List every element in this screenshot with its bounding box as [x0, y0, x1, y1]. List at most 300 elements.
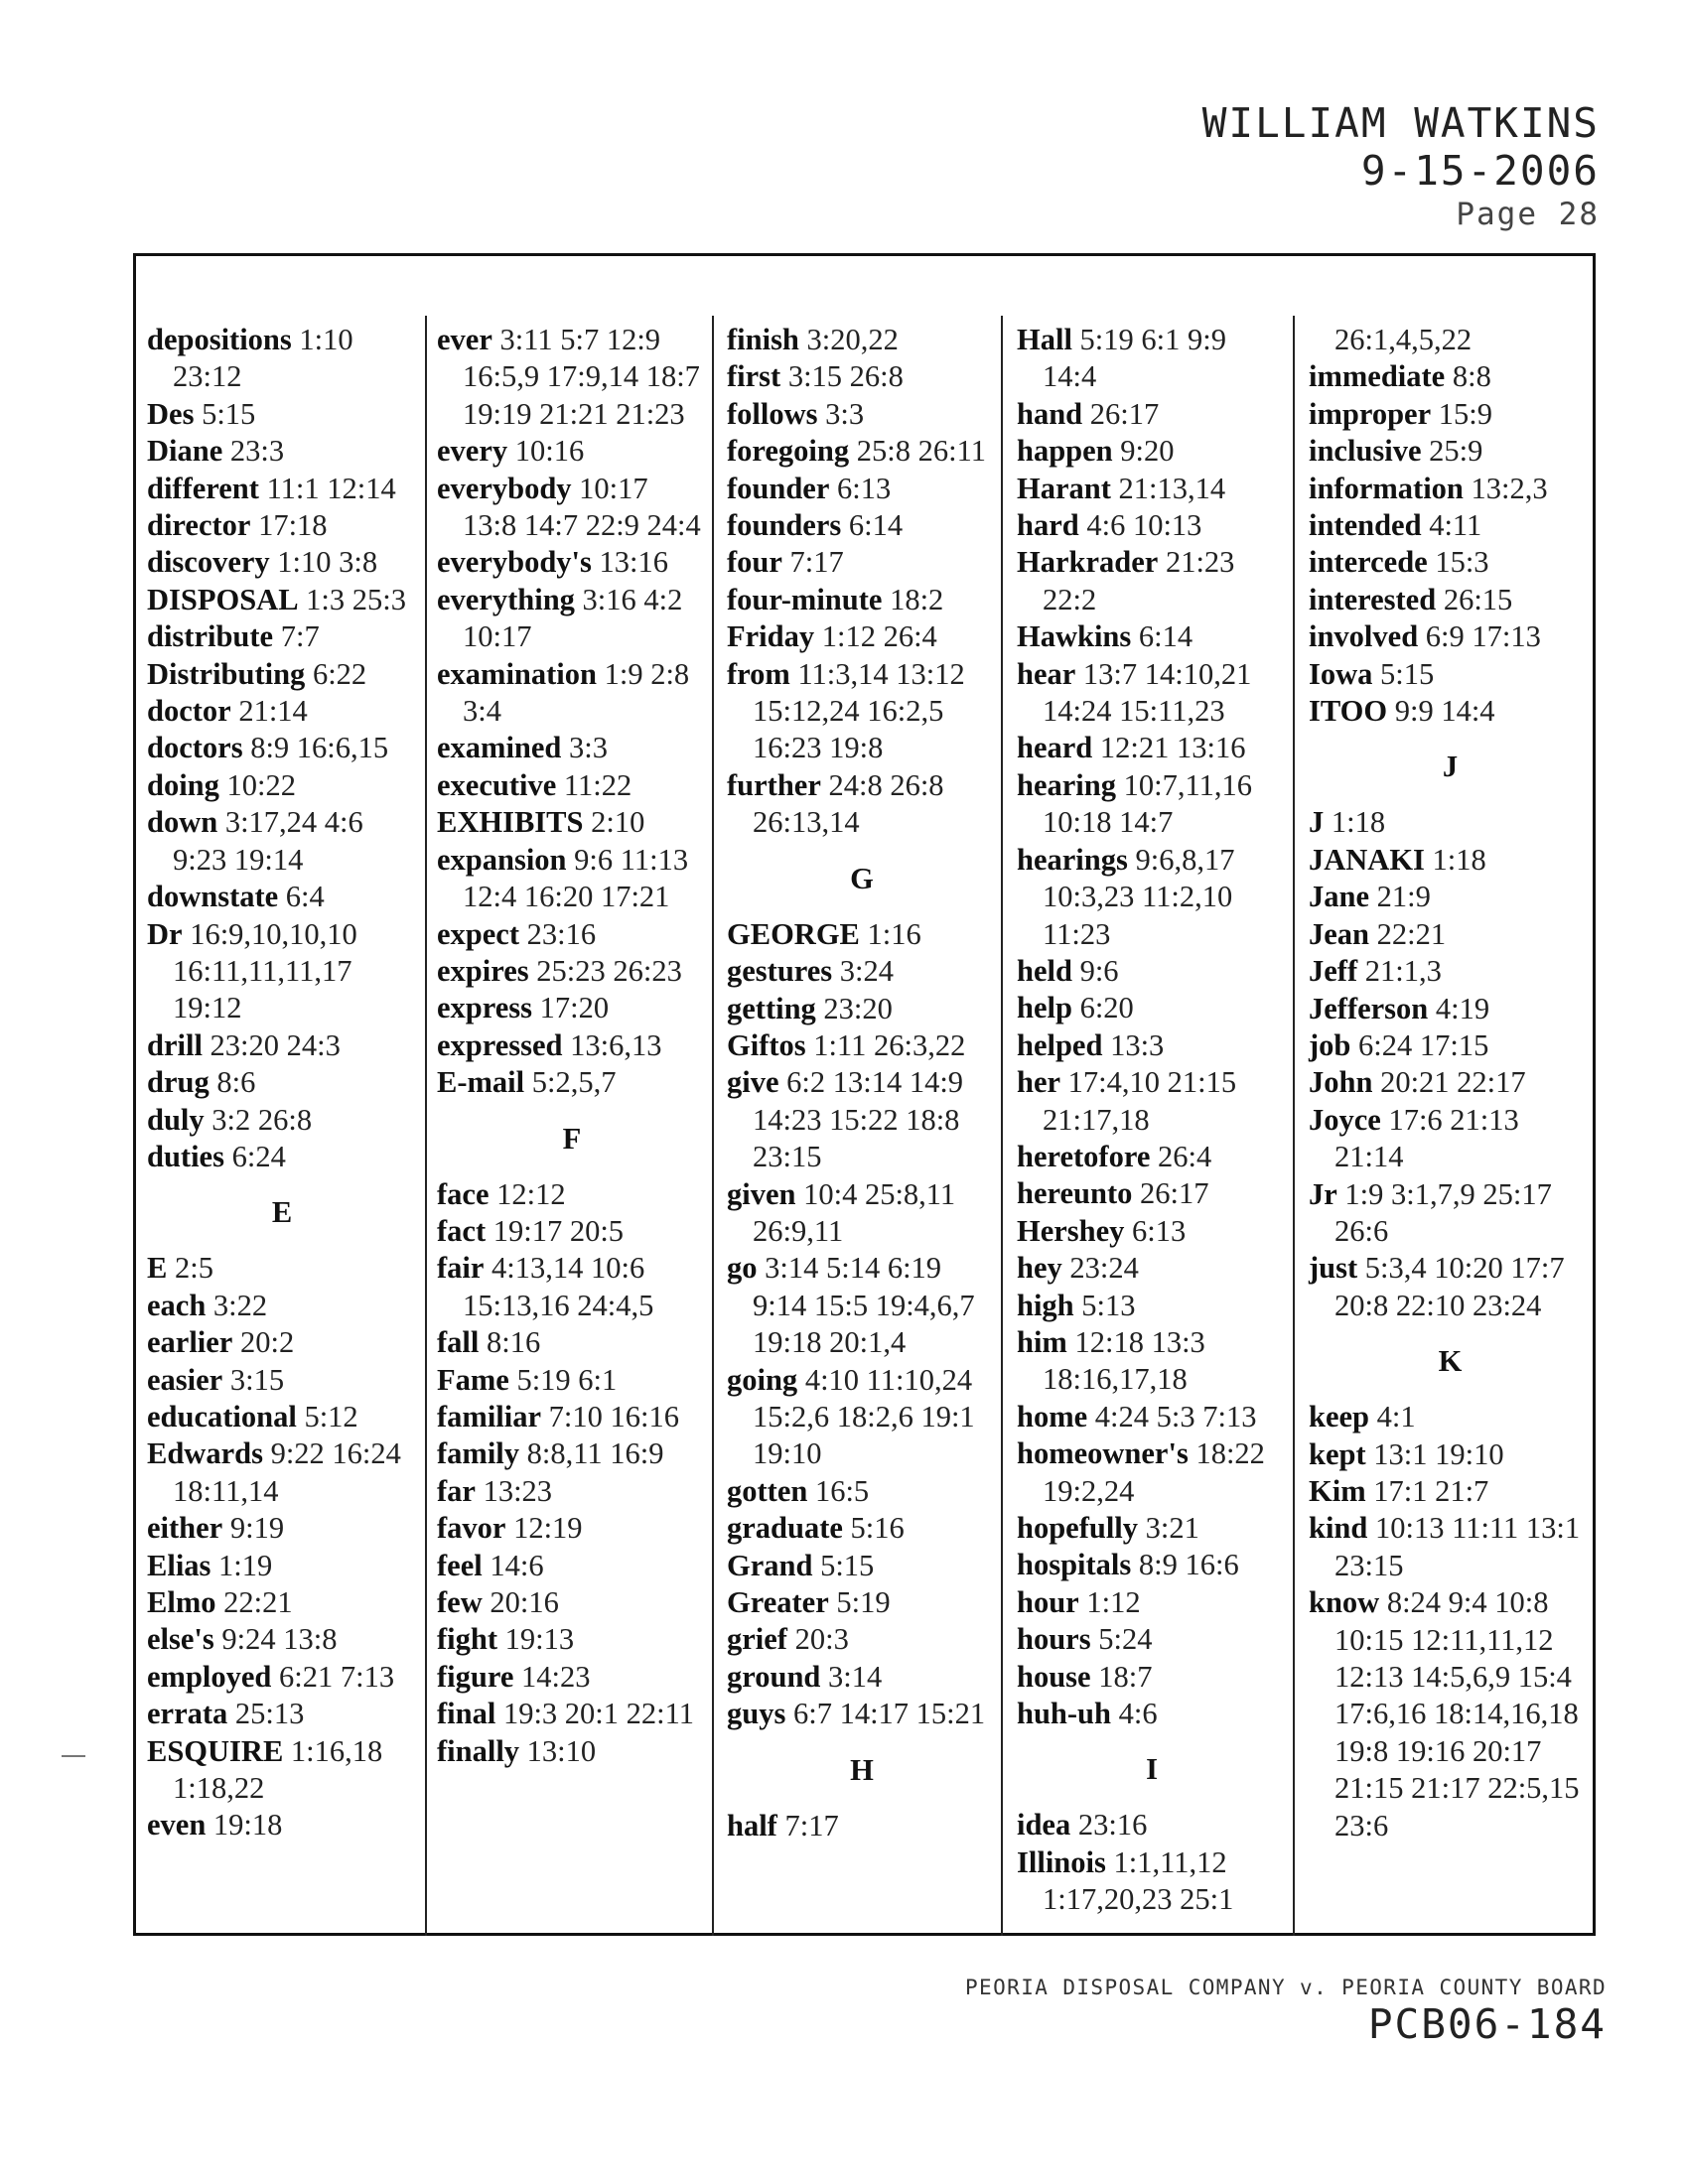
page-line-refs: 21:13,14	[1118, 471, 1226, 505]
page-line-refs: 23:3	[229, 434, 285, 469]
index-term: just	[1309, 1251, 1358, 1286]
page-line-refs: 1:18	[1432, 842, 1486, 877]
index-entry	[147, 1621, 417, 1658]
index-term: improper	[1309, 396, 1432, 431]
index-term: executive	[437, 767, 557, 802]
index-entry	[147, 693, 417, 730]
page-line-refs: 6:2 13:14 14:9 14:23 15:22 18:8 23:15	[753, 1065, 964, 1174]
index-entry	[437, 656, 707, 731]
frame-left-border	[133, 253, 136, 1936]
index-entry	[727, 582, 997, 618]
page-line-refs: 13:3	[1110, 1027, 1165, 1062]
page-line-refs: 3:3	[569, 731, 608, 765]
index-term: him	[1017, 1324, 1067, 1359]
page-line-refs: 10:4 25:8,11 26:9,11	[753, 1176, 956, 1248]
page-line-refs: 3:14 5:14 6:19 9:14 15:5 19:4,6,7 19:18 20:1,4	[753, 1251, 975, 1360]
index-term: given	[727, 1176, 796, 1211]
page-line-refs: 19:3 20:1 22:11	[502, 1697, 694, 1731]
index-entry	[1017, 1584, 1287, 1621]
index-term: inclusive	[1309, 434, 1422, 469]
index-term: director	[147, 508, 251, 543]
column-divider	[425, 316, 427, 1936]
page-line-refs: 3:11 5:7 12:9 16:5,9 17:9,14 18:7 19:19 21:21 21:23	[463, 323, 700, 431]
page-line-refs: 25:8 26:11	[856, 434, 986, 469]
case-caption: PEORIA DISPOSAL COMPANY v. PEORIA COUNTY BOARD	[965, 1976, 1607, 1999]
index-term: expect	[437, 916, 519, 951]
page-line-refs: 17:6 21:13 21:14	[1334, 1102, 1519, 1174]
index-entry	[727, 471, 997, 507]
index-term: down	[147, 805, 218, 840]
index-entry	[727, 618, 997, 655]
index-entry	[147, 879, 417, 915]
index-entry	[1309, 1064, 1592, 1101]
index-entry	[437, 1027, 707, 1064]
page-line-refs: 1:18	[1331, 805, 1386, 840]
index-term: hearing	[1017, 767, 1116, 802]
page-line-refs: 5:15	[202, 396, 256, 431]
page-line-refs: 6:4	[285, 880, 325, 914]
index-term: family	[437, 1436, 520, 1471]
index-entry	[1017, 1844, 1287, 1919]
index-entry	[437, 1362, 707, 1399]
index-entry	[147, 804, 417, 879]
index-entry	[1017, 322, 1287, 396]
page-line-refs: 9:6	[1079, 953, 1119, 988]
page-line-refs: 8:8	[1452, 359, 1491, 394]
page-line-refs: 9:19	[229, 1511, 285, 1546]
index-entry	[1309, 322, 1592, 358]
index-term: ground	[727, 1659, 821, 1694]
index-entry	[727, 916, 997, 953]
index-term: information	[1309, 471, 1464, 505]
index-entry	[727, 1696, 997, 1732]
docket-number: PCB06-184	[1367, 2000, 1607, 2048]
index-term: four	[727, 545, 782, 580]
index-entry	[147, 1362, 417, 1399]
page-line-refs: 9:6,8,17 10:3,23 11:2,10 11:23	[1043, 842, 1235, 951]
index-term: each	[147, 1288, 207, 1322]
page-line-refs: 6:24 17:15	[1358, 1027, 1489, 1062]
index-entry	[727, 1064, 997, 1175]
index-term: hear	[1017, 656, 1076, 691]
index-entry	[1309, 656, 1592, 693]
page-line-refs: 3:22	[212, 1288, 268, 1322]
page-line-refs: 7:17	[784, 1808, 839, 1843]
page-line-refs: 15:3	[1435, 545, 1489, 580]
page-line-refs: 5:2,5,7	[531, 1065, 617, 1100]
index-entry	[437, 1435, 707, 1472]
page-line-refs: 5:15	[820, 1548, 875, 1582]
page-line-refs: 6:14	[848, 508, 904, 543]
page-line-refs: 13:1 19:10	[1373, 1436, 1504, 1471]
index-entry	[437, 1659, 707, 1696]
index-entry	[1309, 544, 1592, 581]
page-line-refs: 1:9 3:1,7,9 25:17 26:6	[1334, 1176, 1552, 1248]
page-line-refs: 26:1,4,5,22	[1334, 323, 1473, 356]
page-line-refs: 1:3 25:3	[306, 582, 406, 616]
page-line-refs: 20:2	[239, 1325, 295, 1360]
index-entry	[1309, 1399, 1592, 1435]
index-entry	[437, 804, 707, 841]
page-line-refs: 5:19 6:1 9:9 14:4	[1043, 323, 1226, 394]
page-line-refs: 3:21	[1145, 1511, 1199, 1545]
index-entry	[147, 1288, 417, 1324]
index-term: gestures	[727, 954, 833, 989]
index-term: doctors	[147, 731, 243, 765]
index-term: earlier	[147, 1325, 233, 1360]
index-term: gotten	[727, 1473, 808, 1508]
index-term: face	[437, 1176, 490, 1211]
index-term: expires	[437, 953, 529, 988]
index-entry	[147, 433, 417, 470]
index-entry	[437, 842, 707, 916]
section-letter: K	[1438, 1344, 1463, 1379]
page-line-refs: 23:16	[526, 916, 597, 951]
index-entry	[437, 1399, 707, 1435]
page-footer	[965, 1974, 1607, 2047]
index-entry	[1017, 1139, 1287, 1175]
index-term: expressed	[437, 1027, 563, 1062]
index-term: JANAKI	[1309, 842, 1425, 877]
index-entry	[437, 433, 707, 470]
index-entry	[1309, 842, 1592, 879]
index-term: guys	[727, 1697, 786, 1731]
index-term: finish	[727, 323, 799, 356]
index-entry	[1309, 1473, 1592, 1510]
page-line-refs: 6:9 17:13	[1425, 619, 1541, 654]
index-entry	[437, 1324, 707, 1361]
index-entry	[1017, 1175, 1287, 1212]
index-entry	[437, 1696, 707, 1732]
page-line-refs: 7:10 16:16	[548, 1399, 679, 1433]
page-line-refs: 12:18 13:3 18:16,17,18	[1043, 1324, 1205, 1397]
index-term: job	[1309, 1027, 1351, 1062]
page-line-refs: 6:20	[1079, 991, 1134, 1025]
index-entry	[147, 1659, 417, 1696]
page-line-refs: 8:16	[486, 1325, 541, 1360]
page-line-refs: 9:20	[1120, 434, 1175, 469]
index-entry	[1309, 618, 1592, 655]
page-line-refs: 20:3	[794, 1622, 849, 1657]
index-term: duties	[147, 1139, 224, 1173]
index-term: Elmo	[147, 1585, 216, 1619]
page-line-refs: 26:17	[1139, 1176, 1209, 1211]
index-entry	[1017, 1288, 1287, 1324]
page-line-refs: 17:18	[258, 508, 328, 543]
index-term: Edwards	[147, 1436, 263, 1471]
index-term: Hawkins	[1017, 619, 1132, 654]
section-letter: E	[271, 1195, 293, 1230]
index-term: Jane	[1309, 880, 1369, 914]
page-line-refs: 8:24 9:4 10:8 10:15 12:11,11,12 12:13 14:5,6,9 15:4 17:6,16 18:14,16,18 19:8 19:16 20:17 21:15 21:17 22:5,15 23:6	[1334, 1585, 1580, 1843]
index-term: Fame	[437, 1362, 509, 1397]
index-term: familiar	[437, 1399, 542, 1433]
index-term: follows	[727, 396, 818, 431]
page-line-refs: 18:2	[890, 582, 944, 616]
page-line-refs: 5:24	[1098, 1622, 1153, 1657]
index-entry	[147, 730, 417, 766]
index-entry	[1017, 1547, 1287, 1583]
index-term: kept	[1309, 1436, 1366, 1471]
index-column-3	[727, 322, 997, 1844]
index-entry	[727, 1176, 997, 1251]
index-column-2	[437, 322, 707, 1770]
index-term: hard	[1017, 508, 1079, 543]
page-line-refs: 4:19	[1435, 991, 1490, 1025]
index-entry	[1017, 471, 1287, 507]
page-line-refs: 6:7 14:17 15:21	[792, 1697, 986, 1731]
index-term: drill	[147, 1027, 203, 1062]
index-entry	[1309, 396, 1592, 433]
index-entry	[1309, 507, 1592, 544]
index-entry	[727, 953, 997, 990]
page-line-refs: 11:1 12:14	[266, 471, 396, 505]
index-entry	[147, 767, 417, 804]
index-term: E	[147, 1251, 168, 1286]
index-term: Joyce	[1309, 1102, 1381, 1137]
index-term: Jefferson	[1309, 991, 1429, 1025]
page-line-refs: 3:3	[825, 396, 865, 431]
page-line-refs: 12:21 13:16	[1099, 731, 1246, 765]
index-term: even	[147, 1808, 207, 1843]
index-term: Hershey	[1017, 1213, 1125, 1248]
index-entry	[1017, 1807, 1287, 1843]
index-term: ESQUIRE	[147, 1733, 284, 1768]
margin-mark	[62, 1755, 85, 1757]
index-term: home	[1017, 1399, 1088, 1433]
index-entry	[1017, 1435, 1287, 1510]
page-line-refs: 1:12	[1086, 1584, 1141, 1619]
index-term: everything	[437, 582, 575, 616]
index-entry	[147, 1324, 417, 1361]
page-line-refs: 14:6	[490, 1548, 544, 1582]
index-entry	[1309, 582, 1592, 618]
page-line-refs: 22:21	[223, 1585, 293, 1619]
index-entry	[437, 730, 707, 766]
index-term: hour	[1017, 1584, 1079, 1619]
index-term: John	[1309, 1065, 1373, 1100]
index-entry	[437, 544, 707, 581]
index-term: Harkrader	[1017, 545, 1159, 580]
index-entry	[727, 396, 997, 433]
index-term: depositions	[147, 323, 292, 356]
index-term: Giftos	[727, 1027, 806, 1062]
index-entry	[437, 582, 707, 656]
page-line-refs: 9:9 14:4	[1394, 694, 1495, 729]
index-term: house	[1017, 1659, 1091, 1694]
index-entry	[727, 656, 997, 767]
index-entry	[1017, 1696, 1287, 1732]
page-line-refs: 20:16	[490, 1585, 559, 1619]
section-letter: H	[850, 1752, 874, 1787]
index-term: hospitals	[1017, 1548, 1132, 1582]
index-term: examined	[437, 731, 562, 765]
index-entry	[1309, 693, 1592, 730]
index-term: express	[437, 991, 533, 1025]
index-entry	[147, 1399, 417, 1435]
index-term: going	[727, 1362, 798, 1397]
index-term: Jeff	[1309, 954, 1358, 989]
index-term: E-mail	[437, 1065, 525, 1100]
page-line-refs: 5:12	[304, 1399, 358, 1433]
index-term: intended	[1309, 508, 1422, 543]
index-term: homeowner's	[1017, 1436, 1189, 1471]
page-line-refs: 13:16	[599, 545, 668, 580]
index-term: idea	[1017, 1808, 1071, 1843]
page-line-refs: 3:16 4:2 10:17	[463, 582, 683, 654]
page-line-refs: 3:14	[828, 1659, 883, 1694]
page-line-refs: 3:2 26:8	[211, 1102, 313, 1137]
page-line-refs: 8:9 16:6,15	[250, 731, 389, 765]
index-entry	[1017, 1621, 1287, 1658]
index-term: Harant	[1017, 471, 1111, 505]
page-line-refs: 25:23 26:23	[536, 953, 682, 988]
index-entry	[1017, 656, 1287, 731]
index-entry	[147, 1027, 417, 1064]
index-term: different	[147, 471, 259, 505]
page-line-refs: 20:21 22:17	[1380, 1065, 1526, 1100]
deposition-date: 9-15-2006	[1360, 147, 1600, 195]
index-term: downstate	[147, 880, 279, 914]
index-term: heard	[1017, 731, 1093, 765]
index-entry	[727, 1659, 997, 1696]
page-line-refs: 4:6 10:13	[1086, 508, 1202, 543]
index-term: educational	[147, 1399, 297, 1433]
index-entry	[1309, 1176, 1592, 1251]
index-term: Des	[147, 396, 195, 431]
index-entry	[437, 1584, 707, 1621]
index-term: first	[727, 359, 781, 394]
index-entry	[727, 1027, 997, 1064]
page-line-refs: 1:10 3:8	[277, 545, 378, 580]
index-term: four-minute	[727, 582, 883, 616]
index-entry	[437, 1548, 707, 1584]
index-term: help	[1017, 991, 1072, 1025]
index-entry	[1017, 1399, 1287, 1435]
index-entry	[147, 1250, 417, 1287]
index-term: feel	[437, 1548, 483, 1582]
page-line-refs: 3:24	[839, 954, 895, 989]
index-term: hey	[1017, 1251, 1062, 1286]
index-entry	[147, 1102, 417, 1139]
index-term: involved	[1309, 619, 1419, 654]
index-term: keep	[1309, 1400, 1369, 1434]
page-line-refs: 1:19	[218, 1548, 273, 1582]
index-term: fall	[437, 1325, 480, 1360]
index-entry	[727, 1621, 997, 1658]
page-line-refs: 1:9 2:8 3:4	[463, 656, 690, 729]
page-line-refs: 11:22	[563, 767, 632, 802]
index-term: final	[437, 1697, 496, 1731]
page-line-refs: 9:6 11:13 12:4 16:20 17:21	[463, 842, 689, 914]
index-entry	[1017, 618, 1287, 655]
page-line-refs: 1:1,11,12 1:17,20,23 25:1	[1043, 1844, 1234, 1917]
page-line-refs: 6:24	[231, 1139, 286, 1173]
index-term: J	[1309, 805, 1325, 840]
index-term: Diane	[147, 434, 223, 469]
index-term: Jr	[1309, 1176, 1337, 1211]
index-entry	[437, 916, 707, 953]
index-term: finally	[437, 1733, 520, 1768]
index-term: figure	[437, 1659, 514, 1694]
page-line-refs: 5:16	[850, 1511, 905, 1546]
page-line-refs: 23:20	[823, 991, 893, 1025]
index-entry	[727, 1250, 997, 1361]
page-line-refs: 19:18	[212, 1808, 283, 1843]
witness-name: WILLIAM WATKINS	[1201, 99, 1600, 147]
index-term: everybody's	[437, 545, 592, 580]
index-entry	[147, 507, 417, 544]
index-entry	[1309, 1510, 1592, 1584]
index-term: discovery	[147, 545, 270, 580]
section-letter: J	[1442, 750, 1459, 784]
index-column-4	[1017, 322, 1287, 1919]
index-term: getting	[727, 991, 816, 1025]
index-term: distribute	[147, 619, 274, 654]
page-line-refs: 15:9	[1438, 396, 1492, 431]
index-term: GEORGE	[727, 916, 860, 951]
column-divider	[712, 316, 714, 1936]
page-line-refs: 4:1	[1376, 1400, 1416, 1434]
page-line-refs: 5:13	[1081, 1288, 1136, 1322]
index-term: go	[727, 1251, 758, 1286]
page-line-refs: 1:16,18 1:18,22	[173, 1733, 383, 1806]
index-entry	[147, 1510, 417, 1547]
index-term: know	[1309, 1585, 1380, 1620]
page-line-refs: 21:23 22:2	[1043, 545, 1235, 616]
index-entry	[1309, 1027, 1592, 1064]
page-line-refs: 3:20,22	[806, 323, 899, 356]
index-term: errata	[147, 1697, 228, 1731]
index-term: else's	[147, 1622, 214, 1657]
page-line-refs: 13:10	[526, 1733, 597, 1768]
index-entry	[727, 767, 997, 842]
page-line-refs: 18:22 19:2,24	[1043, 1436, 1265, 1508]
index-term: grief	[727, 1622, 787, 1657]
index-entry	[1017, 767, 1287, 842]
index-entry	[147, 1733, 417, 1808]
index-term: Grand	[727, 1548, 813, 1582]
page-line-refs: 19:13	[504, 1622, 575, 1657]
index-column-5	[1309, 322, 1592, 1844]
index-term: Kim	[1309, 1473, 1366, 1508]
page-line-refs: 9:22 16:24 18:11,14	[173, 1436, 401, 1508]
index-entry	[147, 1139, 417, 1175]
index-term: easier	[147, 1362, 223, 1397]
index-entry	[1017, 1324, 1287, 1399]
index-entry	[147, 544, 417, 581]
index-entry	[727, 1362, 997, 1473]
index-entry	[727, 1548, 997, 1584]
page-line-refs: 8:8,11 16:9	[526, 1436, 664, 1471]
index-term: hand	[1017, 396, 1083, 431]
page-line-refs: 5:19 6:1	[516, 1362, 618, 1397]
index-entry	[727, 433, 997, 470]
page-line-refs: 2:5	[174, 1251, 213, 1286]
index-entry	[727, 1473, 997, 1510]
page-line-refs: 17:20	[539, 991, 610, 1025]
index-entry	[147, 396, 417, 433]
column-divider	[1001, 316, 1003, 1936]
page-line-refs: 21:9	[1376, 880, 1431, 914]
page-line-refs: 13:2,3	[1471, 471, 1548, 505]
index-entry	[1017, 1213, 1287, 1250]
index-entry	[727, 991, 997, 1027]
index-entry	[147, 1696, 417, 1732]
page-line-refs: 26:15	[1443, 582, 1513, 616]
index-term: from	[727, 656, 790, 691]
page-line-refs: 10:16	[514, 434, 585, 469]
